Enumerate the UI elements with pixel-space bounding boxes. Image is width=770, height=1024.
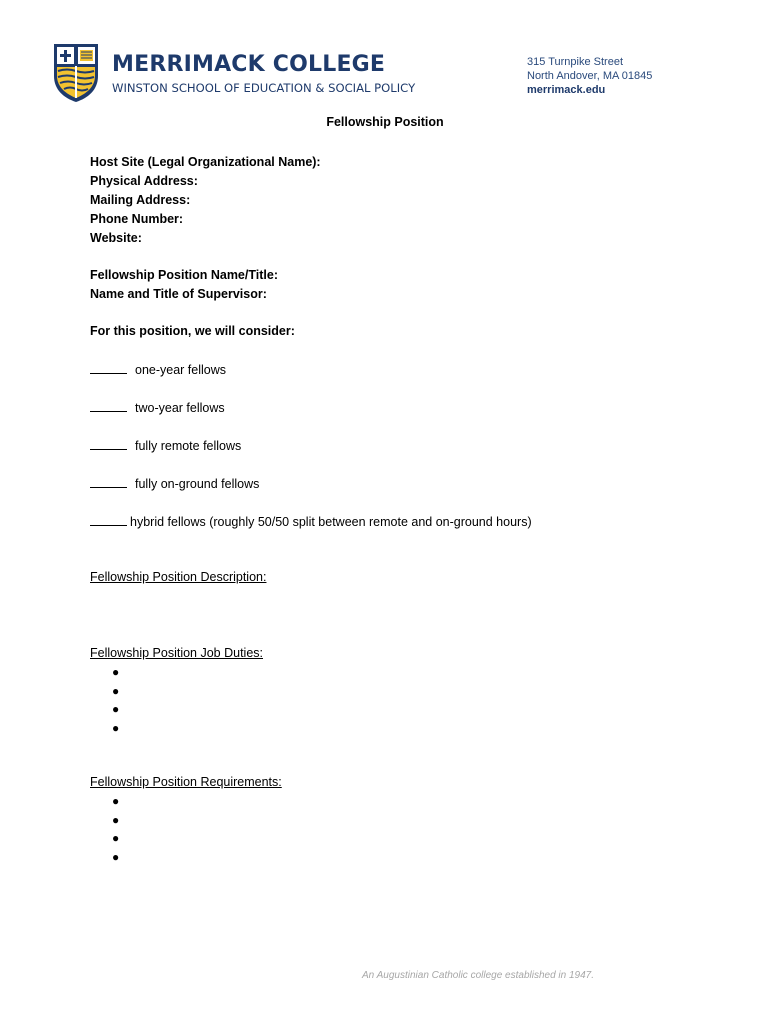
list-item: ●: [112, 812, 120, 827]
list-item: ●: [112, 702, 120, 716]
option-blank-line[interactable]: [90, 399, 127, 412]
option-label: two-year fellows: [135, 401, 225, 415]
college-address: [527, 55, 652, 97]
list-item: ●: [112, 665, 120, 679]
option-blank-line[interactable]: [90, 437, 127, 450]
college-name: MERRIMACK COLLEGE: [112, 52, 386, 77]
spacer: [90, 248, 321, 266]
requirements-heading: Fellowship Position Requirements:: [90, 775, 282, 789]
option-hybrid: [90, 513, 532, 529]
option-label: fully on-ground fellows: [135, 477, 260, 491]
field-supervisor: Name and Title of Supervisor:: [90, 287, 267, 301]
option-one-year: [90, 361, 226, 377]
list-item: ●: [112, 683, 120, 698]
host-site-fields: [90, 153, 321, 341]
field-position-title: Fellowship Position Name/Title:: [90, 268, 278, 282]
list-item: ●: [112, 794, 120, 808]
option-label: one-year fellows: [135, 363, 227, 377]
option-blank-line[interactable]: [90, 513, 127, 526]
document-title: Fellowship Position: [326, 115, 444, 129]
college-shield-logo: [52, 42, 100, 104]
option-fully-on-ground: [90, 475, 259, 491]
option-blank-line[interactable]: [90, 475, 127, 488]
duties-bullet-list: [112, 663, 119, 737]
field-website: Website:: [90, 231, 142, 245]
duties-heading: Fellowship Position Job Duties:: [90, 646, 263, 660]
list-item: ●: [112, 720, 120, 735]
requirements-bullet-list: [112, 792, 119, 866]
field-phone-number: Phone Number:: [90, 212, 184, 226]
option-two-year: [90, 399, 225, 415]
college-website: merrimack.edu: [527, 84, 606, 96]
footer-tagline: An Augustinian Catholic college established in 1947.: [362, 970, 595, 981]
list-item: ●: [112, 849, 120, 864]
address-street: 315 Turnpike Street: [527, 56, 624, 68]
consider-label: For this position, we will consider:: [90, 324, 295, 338]
option-label: fully remote fellows: [135, 439, 242, 453]
field-host-site: Host Site (Legal Organizational Name):: [90, 155, 321, 169]
list-item: ●: [112, 831, 120, 845]
spacer: [90, 304, 321, 322]
address-city: North Andover, MA 01845: [527, 70, 653, 82]
field-physical-address: Physical Address:: [90, 174, 198, 188]
field-mailing-address: Mailing Address:: [90, 193, 191, 207]
option-label: hybrid fellows (roughly 50/50 split between remote and on-ground hours): [130, 515, 532, 529]
description-heading: Fellowship Position Description:: [90, 570, 267, 584]
option-fully-remote: [90, 437, 241, 453]
option-blank-line[interactable]: [90, 361, 127, 374]
school-name: WINSTON SCHOOL OF EDUCATION & SOCIAL POLICY: [112, 81, 416, 95]
